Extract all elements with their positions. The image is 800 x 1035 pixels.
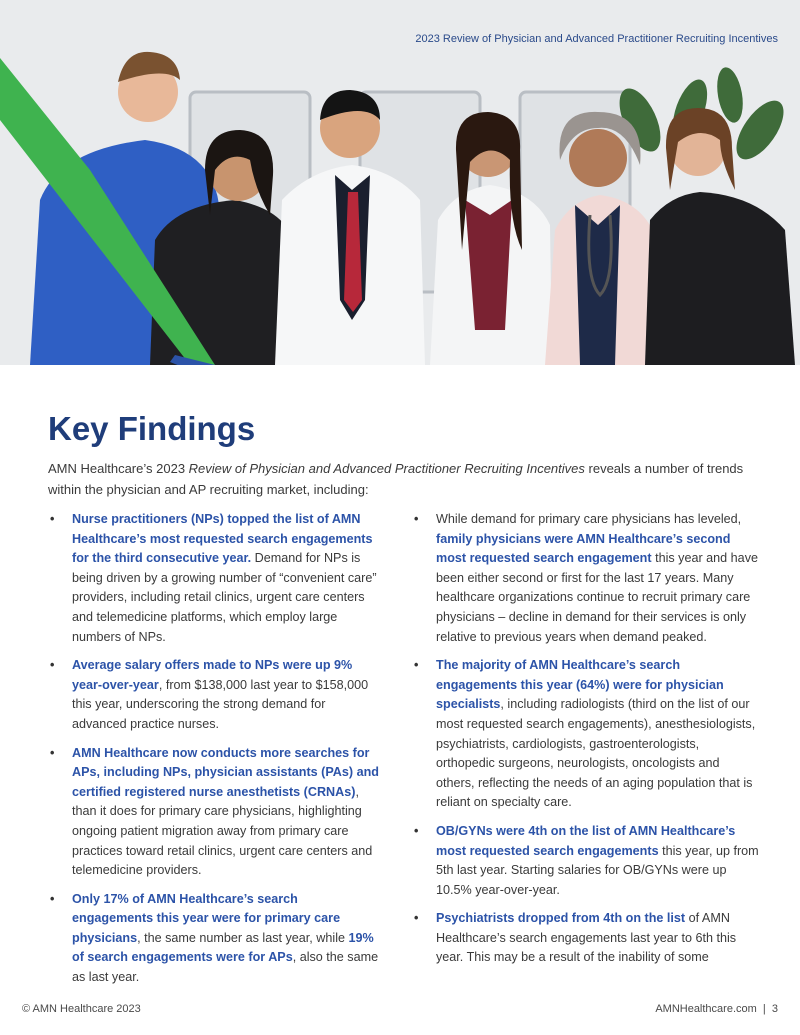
finding-item	[50, 744, 380, 881]
bullet: •	[414, 658, 419, 673]
intro-after: reveals a number of trends within the physician and AP recruiting market, including:	[48, 461, 744, 497]
bullet: •	[414, 512, 419, 526]
footer-site-page[interactable]: AMNHealthcare.com | 3	[655, 1003, 778, 1015]
finding-item	[414, 656, 760, 813]
finding-highlight: Nurse practitioners (NPs) topped the list of AMN Healthcare’s most requested search engagements for the third consecutive year.	[72, 512, 373, 566]
findings-left-column	[50, 510, 380, 997]
bullet: •	[50, 745, 55, 760]
finding-highlight: family physicians were AMN Healthcare’s second most requested search engagement	[436, 531, 731, 566]
findings-right-column	[414, 510, 760, 977]
finding-highlight: OB/GYNs were 4th on the list of AMN Healthcare’s most requested search engagements	[436, 823, 736, 858]
finding-text: Demand for NPs is being driven by a growing number of “convenient care” providers, including retail clinics, urgent care centers and telemedicine platforms, which employ large numbers of NPs.	[72, 551, 377, 644]
finding-item	[50, 510, 380, 647]
report-title: Review of Physician and Advanced Practitioner Recruiting Incentives	[188, 461, 585, 476]
finding-item	[50, 890, 380, 988]
finding-highlight: Only 17% of AMN Healthcare’s search engagements this year were for primary care physicians	[72, 891, 341, 945]
finding-text: this year, up from 5th last year. Starting salaries for OB/GYNs were up 10.5% year-over-year.	[436, 843, 759, 897]
intro-paragraph	[48, 458, 758, 500]
hero-photo	[0, 0, 800, 365]
finding-text: , including radiologists (third on the list of our most requested search engagements), anesthesiologists, psychiatrists, cardiologists, gastroenterologists, orthopedic surgeons, neurologists, oncologists and others, reflecting the needs of an aging population that is reliant on specialty care.	[436, 697, 756, 810]
finding-lead-text: While demand for primary care physicians has leveled,	[436, 512, 742, 526]
bullet: •	[50, 658, 55, 673]
bullet: •	[414, 823, 419, 838]
finding-highlight: Average salary offers made to NPs were up 9% year-over-year	[72, 658, 353, 692]
finding-text: , from $138,000 last year to $158,000 this year, underscoring the strong demand for advanced practice nurses.	[72, 677, 369, 731]
bullet: •	[50, 512, 55, 526]
finding-highlight: AMN Healthcare now conducts more searches for APs, including NPs, physician assistants (PAs) and certified registered nurse anesthetists (CRNAs)	[72, 745, 379, 799]
finding-text: , the same number as last year, while	[137, 930, 349, 945]
finding-text: of AMN Healthcare’s search engagements last year to 6th this year. This may be a result of the inability of some	[436, 911, 737, 965]
finding-text: , than it does for primary care physicians, highlighting ongoing patient migration away from primary care practices toward retail clinics, urgent care centers and telemedicine providers.	[72, 784, 373, 878]
finding-highlight-2: 19% of search engagements were for APs	[72, 930, 374, 965]
finding-item	[50, 656, 380, 734]
finding-highlight: Psychiatrists dropped from 4th on the list	[436, 911, 686, 926]
footer-copyright: © AMN Healthcare 2023	[22, 1003, 141, 1015]
bullet: •	[414, 911, 419, 926]
finding-item	[414, 909, 760, 968]
intro-before: AMN Healthcare’s 2023	[48, 461, 189, 476]
bullet: •	[50, 891, 55, 906]
document-header-title: 2023 Review of Physician and Advanced Practitioner Recruiting Incentives	[415, 33, 778, 45]
finding-text: this year and have been either second or first for the last 17 years. Many healthcare organizations continue to recruit primary care physicians – decline in demand for their services is only relative to previous years when demand peaked.	[436, 551, 758, 644]
finding-item	[414, 510, 760, 647]
finding-highlight: The majority of AMN Healthcare’s search engagements this year (64%) were for physician specialists	[436, 658, 724, 712]
staff-group-illustration	[0, 0, 800, 365]
finding-item	[414, 822, 760, 900]
finding-text-2: , also the same as last year.	[72, 950, 379, 985]
page-title: Key Findings	[48, 410, 256, 447]
